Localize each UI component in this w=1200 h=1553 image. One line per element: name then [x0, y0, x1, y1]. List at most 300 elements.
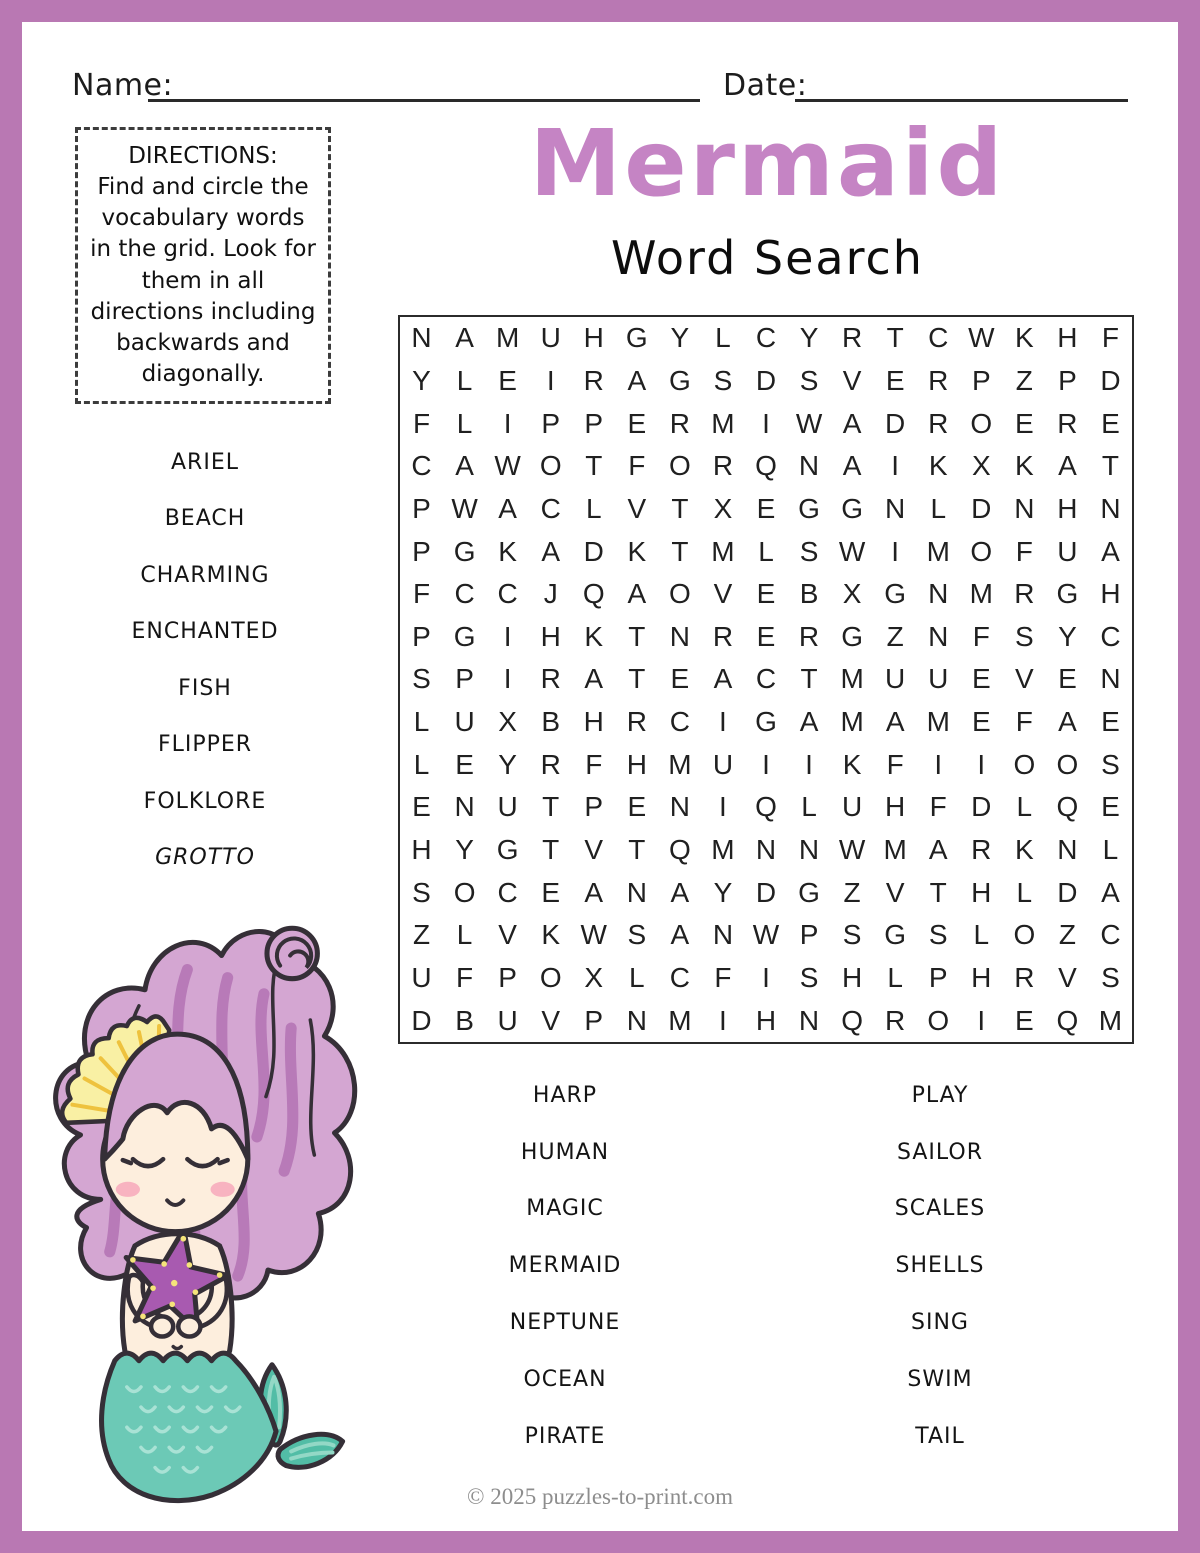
grid-letter: S	[1101, 748, 1120, 780]
grid-letter: A	[584, 876, 604, 908]
grid-letter: G	[884, 578, 907, 610]
grid-letter: I	[503, 407, 512, 439]
grid-letter: N	[755, 834, 777, 866]
grid-letter: W	[795, 407, 823, 439]
grid-letter: U	[540, 322, 561, 354]
grid-letter: N	[885, 492, 906, 524]
grid-letter: N	[669, 620, 690, 652]
grid-letter: O	[970, 407, 993, 439]
mermaid-tail	[102, 1353, 277, 1500]
grid-letter: I	[762, 962, 770, 994]
grid-letter: C	[497, 578, 518, 610]
grid-letter: E	[541, 876, 561, 908]
grid-letter: O	[539, 962, 562, 994]
word-item: NEPTUNE	[509, 1310, 621, 1336]
grid-letter: V	[885, 876, 905, 908]
grid-letter: H	[841, 962, 863, 994]
word-item: PIRATE	[524, 1423, 606, 1449]
grid-letter: H	[583, 706, 604, 738]
grid-letter: R	[928, 364, 949, 396]
grid-letter: O	[1013, 748, 1036, 780]
grid-letter: C	[1100, 620, 1121, 652]
grid-letter: R	[1057, 407, 1078, 439]
grid-letter: Y	[670, 322, 690, 354]
grid-letter: R	[712, 450, 734, 482]
bottom-right-word-list	[825, 1067, 1055, 1465]
word-item: TAIL	[915, 1423, 965, 1449]
date-blank-line	[795, 72, 1128, 102]
grid-letter: C	[497, 876, 518, 908]
grid-letter: G	[798, 492, 820, 524]
grid-letter: C	[669, 706, 690, 738]
grid-letter: X	[713, 492, 733, 524]
grid-letter: C	[669, 962, 690, 994]
grid-letter: S	[412, 663, 431, 695]
word-item: HARP	[532, 1082, 598, 1108]
grid-letter: I	[719, 1004, 727, 1036]
word-item: GROTTO	[155, 845, 255, 871]
grid-letter: L	[413, 748, 430, 780]
grid-letter: P	[1058, 364, 1077, 396]
grid-letter: F	[412, 578, 431, 610]
grid-letter: S	[412, 876, 431, 908]
grid-letter: O	[539, 450, 562, 482]
grid-letter: A	[842, 450, 862, 482]
grid-letter: Z	[886, 620, 904, 652]
grid-letter: C	[1100, 919, 1121, 951]
word-item: HUMAN	[520, 1139, 610, 1165]
grid-letter: A	[1101, 535, 1120, 567]
word-item: SCALES	[894, 1196, 986, 1222]
grid-letter: S	[1101, 962, 1120, 994]
grid-letter: G	[841, 620, 863, 652]
grid-letter: I	[546, 364, 555, 396]
grid-letter: A	[627, 578, 647, 610]
grid-letter: E	[1015, 407, 1034, 439]
grid-letter: H	[1057, 322, 1078, 354]
grid-letter: C	[755, 322, 777, 354]
grid-letter: E	[412, 791, 431, 823]
grid-letter: N	[928, 578, 949, 610]
grid-letter: V	[498, 919, 517, 951]
grid-letter: T	[628, 663, 646, 695]
grid-letter: M	[668, 748, 692, 780]
mermaid-illustration	[25, 895, 390, 1520]
grid-letter: O	[927, 1004, 950, 1036]
grid-letter: L	[973, 919, 990, 951]
grid-letter: I	[719, 706, 727, 738]
grid-letter: N	[626, 876, 647, 908]
grid-letter: E	[627, 791, 647, 823]
grid-letter: Q	[1056, 1004, 1079, 1036]
grid-letter: P	[412, 492, 431, 524]
grid-letter: M	[926, 535, 950, 567]
grid-letter: S	[842, 919, 862, 951]
grid-letter: H	[971, 962, 992, 994]
name-blank-line	[148, 72, 700, 102]
grid-letter: O	[668, 578, 691, 610]
grid-letter: R	[712, 620, 734, 652]
grid-letter: Z	[412, 919, 431, 951]
grid-letter: R	[841, 322, 863, 354]
grid-letter: K	[584, 620, 604, 652]
grid-letter: D	[971, 791, 992, 823]
grid-letter: M	[969, 578, 993, 610]
grid-letter: D	[1057, 876, 1078, 908]
grid-letter: E	[627, 407, 647, 439]
grid-letter: R	[583, 364, 604, 396]
grid-letter: N	[626, 1004, 647, 1036]
hair-curl-icon	[267, 928, 317, 978]
grid-letter: A	[842, 407, 862, 439]
grid-letter: E	[498, 364, 517, 396]
grid-letter: T	[671, 492, 689, 524]
grid-letter: G	[841, 492, 863, 524]
grid-letter: E	[1101, 407, 1120, 439]
grid-letter: P	[971, 364, 991, 396]
grid-letter: L	[456, 407, 473, 439]
grid-letter: E	[756, 578, 776, 610]
word-item: ENCHANTED	[131, 619, 279, 645]
grid-letter: M	[711, 834, 735, 866]
grid-letter: O	[970, 535, 993, 567]
grid-letter: T	[585, 450, 603, 482]
grid-letter: P	[541, 407, 561, 439]
grid-letter: L	[585, 492, 602, 524]
grid-letter: I	[719, 791, 727, 823]
grid-letter: K	[541, 919, 561, 951]
grid-letter: P	[412, 535, 431, 567]
grid-letter: E	[971, 663, 991, 695]
grid-letter: M	[840, 663, 864, 695]
grid-letter: Q	[755, 791, 777, 823]
grid-letter: A	[455, 450, 474, 482]
grid-letter: P	[498, 962, 517, 994]
grid-letter: L	[1016, 876, 1033, 908]
grid-letter: K	[1015, 322, 1034, 354]
grid-letter: G	[1056, 578, 1079, 610]
grid-letter: G	[884, 919, 907, 951]
grid-letter: D	[971, 492, 992, 524]
grid-letter: P	[584, 1004, 604, 1036]
grid-letter: G	[453, 620, 476, 652]
grid-letter: M	[495, 322, 520, 354]
grid-letter: U	[885, 663, 906, 695]
grid-letter: F	[456, 962, 474, 994]
grid-letter: A	[670, 876, 690, 908]
grid-letter: A	[670, 919, 690, 951]
grid-letter: K	[627, 535, 647, 567]
grid-letter: N	[669, 791, 690, 823]
grid-letter: O	[1056, 748, 1079, 780]
grid-letter: T	[800, 663, 818, 695]
grid-letter: S	[713, 364, 733, 396]
grid-letter: E	[1101, 791, 1120, 823]
grid-letter: H	[540, 620, 561, 652]
grid-letter: L	[1016, 791, 1033, 823]
grid-letter: A	[455, 322, 474, 354]
grid-letter: Y	[799, 322, 819, 354]
grid-letter: U	[928, 663, 949, 695]
grid-letter: R	[885, 1004, 906, 1036]
grid-letter: R	[669, 407, 690, 439]
grid-letter: X	[971, 450, 991, 482]
grid-letter: M	[711, 535, 735, 567]
grid-letter: T	[886, 322, 904, 354]
grid-letter: D	[755, 876, 777, 908]
grid-letter: N	[1014, 492, 1035, 524]
grid-letter: S	[799, 364, 819, 396]
grid-letter: V	[842, 364, 862, 396]
date-label: Date:	[723, 68, 808, 103]
grid-letter: V	[1015, 663, 1034, 695]
directions-body: Find and circle the vocabulary words in the grid. Look for them in all directions including backwards and diagonally.	[90, 174, 316, 387]
grid-letter: S	[928, 919, 948, 951]
grid-letter: N	[798, 834, 820, 866]
grid-letter: C	[411, 450, 432, 482]
footer-copyright: © 2025 puzzles-to-print.com	[467, 1484, 733, 1509]
grid-letter: W	[838, 535, 866, 567]
grid-letter: D	[885, 407, 906, 439]
grid-letter: C	[540, 492, 561, 524]
grid-letter: N	[1100, 663, 1121, 695]
grid-letter: Q	[755, 450, 777, 482]
grid-letter: E	[1058, 663, 1077, 695]
grid-letter: G	[625, 322, 648, 354]
grid-letter: K	[1015, 450, 1034, 482]
grid-letter: Y	[1058, 620, 1077, 652]
grid-letter: V	[584, 834, 604, 866]
page-title: Mermaid	[529, 110, 1006, 217]
grid-letter: H	[411, 834, 432, 866]
grid-letter: U	[454, 706, 475, 738]
grid-letter: U	[841, 791, 863, 823]
grid-letter: V	[627, 492, 647, 524]
grid-letter: I	[762, 407, 770, 439]
grid-letter: E	[756, 620, 776, 652]
grid-letter: R	[971, 834, 992, 866]
grid-letter: R	[928, 407, 949, 439]
grid-letter: X	[842, 578, 862, 610]
grid-letter: X	[584, 962, 604, 994]
word-item: MAGIC	[526, 1196, 604, 1222]
grid-letter: N	[798, 1004, 820, 1036]
grid-letter: E	[885, 364, 905, 396]
grid-letter: Z	[1015, 364, 1033, 396]
grid-letter: L	[456, 364, 473, 396]
grid-letter: G	[668, 364, 691, 396]
grid-letter: L	[758, 535, 774, 567]
grid-letter: M	[1098, 1004, 1123, 1036]
grid-letter: U	[497, 791, 518, 823]
word-item: MERMAID	[508, 1253, 622, 1279]
word-item: SING	[911, 1310, 969, 1336]
grid-letter: F	[1015, 706, 1033, 738]
grid-letter: C	[454, 578, 475, 610]
grid-letter: D	[411, 1004, 432, 1036]
grid-letter: U	[411, 962, 432, 994]
word-item: CHARMING	[140, 562, 270, 588]
grid-letter: I	[977, 1004, 986, 1036]
grid-letter: M	[668, 1004, 692, 1036]
grid-letter: M	[926, 706, 950, 738]
grid-letter: T	[542, 834, 560, 866]
grid-letter: F	[1015, 535, 1033, 567]
grid-letter: B	[541, 706, 561, 738]
grid-letter: B	[455, 1004, 474, 1036]
grid-letter: G	[453, 535, 476, 567]
grid-letter: V	[541, 1004, 561, 1036]
grid-letter: C	[755, 663, 777, 695]
grid-letter: I	[503, 663, 512, 695]
grid-letter: H	[626, 748, 647, 780]
grid-letter: E	[455, 748, 474, 780]
grid-letter: Y	[498, 748, 517, 780]
grid-letter: M	[840, 706, 864, 738]
grid-letter: R	[1014, 578, 1035, 610]
grid-letter: N	[1057, 834, 1078, 866]
grid-letter: L	[801, 791, 817, 823]
grid-letter: F	[628, 450, 646, 482]
grid-letter: A	[627, 364, 647, 396]
grid-letter: F	[585, 748, 603, 780]
grid-letter: N	[1100, 492, 1121, 524]
grid-letter: O	[668, 450, 691, 482]
grid-letter: R	[798, 620, 820, 652]
grid-letter: Q	[668, 834, 691, 866]
grid-letter: F	[886, 748, 904, 780]
grid-letter: A	[1058, 450, 1077, 482]
grid-letter: I	[934, 748, 943, 780]
grid-letter: E	[971, 706, 991, 738]
grid-letter: P	[584, 407, 604, 439]
word-item: SAILOR	[897, 1139, 983, 1165]
grid-letter: P	[584, 791, 604, 823]
grid-letter: G	[496, 834, 519, 866]
grid-letter: T	[628, 620, 646, 652]
grid-letter: L	[930, 492, 947, 524]
grid-letter: J	[543, 578, 558, 610]
grid-letter: N	[798, 450, 820, 482]
grid-letter: R	[626, 706, 647, 738]
grid-letter: E	[670, 663, 690, 695]
grid-letter: P	[455, 663, 474, 695]
grid-letter: I	[762, 748, 770, 780]
grid-letter: F	[412, 407, 431, 439]
grid-letter: F	[1101, 322, 1120, 354]
grid-letter: H	[885, 791, 906, 823]
grid-letter: S	[1015, 620, 1034, 652]
grid-letter: I	[891, 450, 900, 482]
grid-letter: D	[583, 535, 604, 567]
grid-letter: I	[503, 620, 512, 652]
grid-letter: A	[1101, 876, 1120, 908]
grid-letter: Z	[1058, 919, 1076, 951]
grid-letter: W	[494, 450, 521, 482]
grid-letter: M	[883, 834, 907, 866]
grid-letter: A	[498, 492, 517, 524]
grid-letter: X	[498, 706, 517, 738]
grid-letter: S	[799, 535, 819, 567]
word-item: SWIM	[907, 1366, 973, 1392]
grid-letter: E	[1015, 1004, 1034, 1036]
grid-letter: A	[1058, 706, 1077, 738]
grid-letter: L	[456, 919, 473, 951]
grid-letter: M	[711, 407, 735, 439]
word-item: BEACH	[164, 506, 246, 532]
grid-letter: H	[583, 322, 604, 354]
grid-letter: I	[891, 535, 900, 567]
directions-box	[75, 127, 331, 404]
grid-letter: G	[798, 876, 820, 908]
grid-letter: H	[755, 1004, 777, 1036]
grid-letter: Q	[1056, 791, 1079, 823]
word-item: FLIPPER	[157, 732, 253, 758]
grid-letter: H	[1057, 492, 1078, 524]
page-subtitle: Word Search	[611, 231, 924, 285]
grid-letter: H	[971, 876, 992, 908]
grid-letter: S	[799, 962, 819, 994]
name-label: Name:	[72, 68, 174, 103]
grid-letter: L	[1102, 834, 1119, 866]
directions-heading: DIRECTIONS:	[128, 143, 278, 170]
grid-letter: K	[498, 535, 517, 567]
grid-letter: O	[1013, 919, 1036, 951]
grid-letter: W	[838, 834, 866, 866]
grid-letter: U	[1057, 535, 1078, 567]
grid-letter: L	[413, 706, 430, 738]
navel	[173, 1347, 181, 1349]
grid-letter: V	[713, 578, 733, 610]
grid-letter: Q	[841, 1004, 863, 1036]
grid-letter: W	[752, 919, 780, 951]
grid-letter: R	[1014, 962, 1035, 994]
grid-letter: A	[541, 535, 561, 567]
grid-letter: I	[805, 748, 813, 780]
grid-letter: Y	[713, 876, 733, 908]
grid-letter: L	[715, 322, 731, 354]
grid-letter: U	[497, 1004, 518, 1036]
grid-letter: P	[799, 919, 819, 951]
grid-letter: W	[968, 322, 995, 354]
grid-letter: Y	[455, 834, 474, 866]
grid-letter: F	[714, 962, 732, 994]
grid-letter: T	[929, 876, 947, 908]
grid-letter: L	[629, 962, 645, 994]
grid-letter: R	[540, 748, 561, 780]
word-item: PLAY	[911, 1082, 969, 1108]
grid-letter: T	[628, 834, 646, 866]
word-item: FOLKLORE	[143, 788, 267, 814]
grid-letter: A	[713, 663, 733, 695]
side-word-list	[70, 434, 340, 886]
grid-letter: V	[1058, 962, 1077, 994]
title-block	[400, 110, 1135, 285]
grid-letter: W	[451, 492, 478, 524]
word-search-grid	[398, 315, 1134, 1044]
grid-letter: T	[671, 535, 689, 567]
grid-letter: F	[929, 791, 947, 823]
grid-letter: C	[928, 322, 949, 354]
grid-letter: N	[411, 322, 432, 354]
grid-letter: I	[977, 748, 986, 780]
grid-letter: B	[799, 578, 819, 610]
grid-letter: G	[755, 706, 777, 738]
grid-letter: N	[712, 919, 734, 951]
grid-letter: A	[799, 706, 819, 738]
grid-letter: D	[755, 364, 777, 396]
word-item: SHELLS	[895, 1253, 985, 1279]
